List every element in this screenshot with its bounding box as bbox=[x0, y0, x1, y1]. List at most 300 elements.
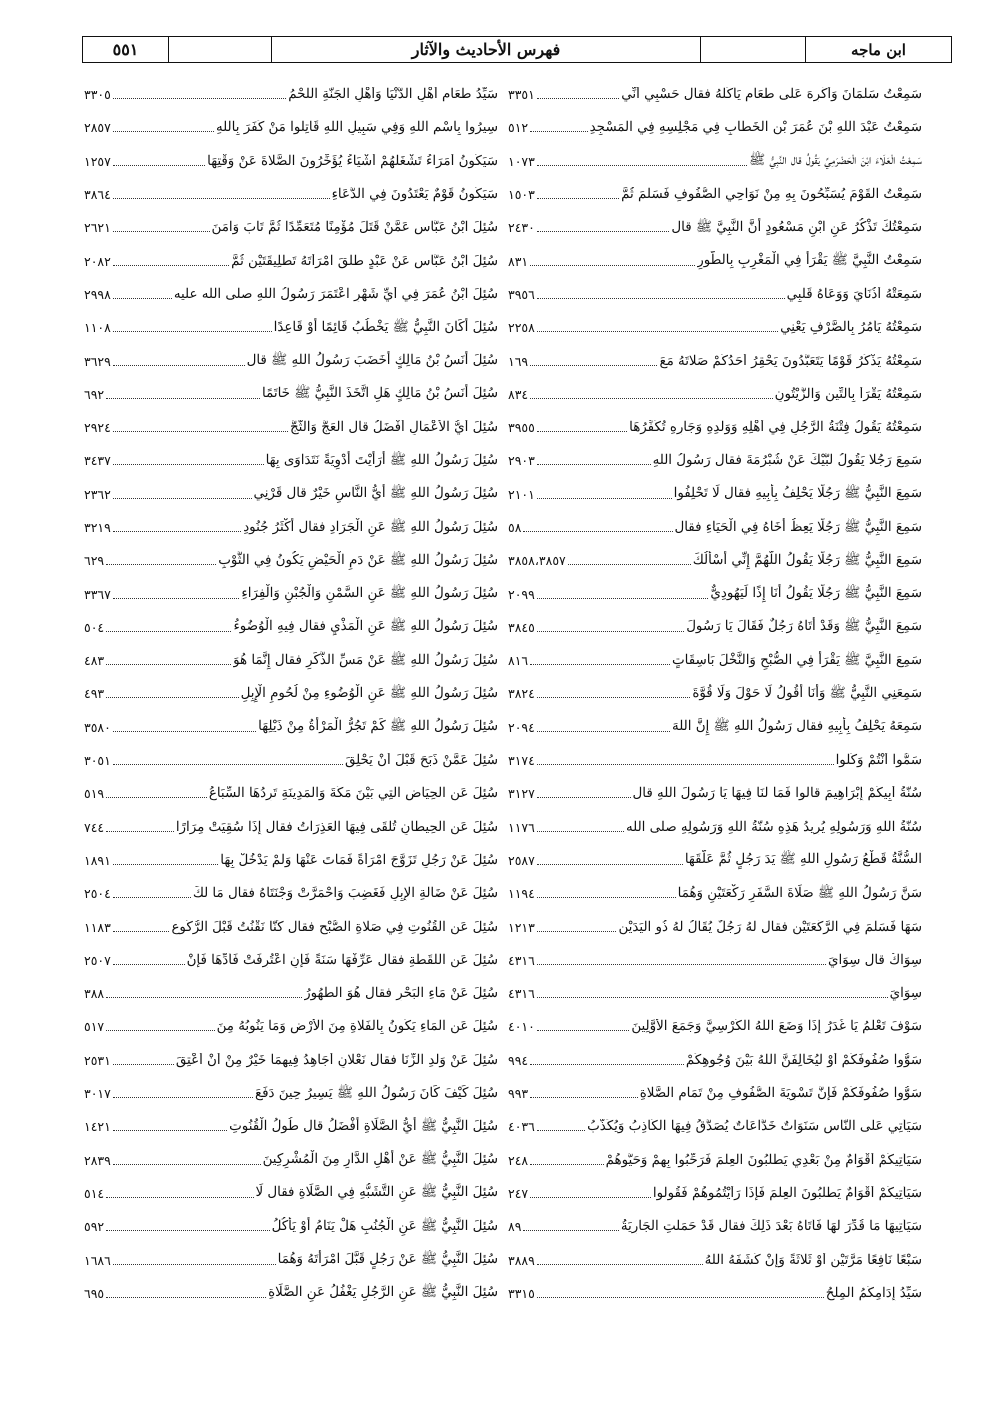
index-entry bbox=[508, 1010, 922, 1043]
index-entry bbox=[508, 1077, 922, 1110]
dot-leader bbox=[537, 797, 631, 798]
dot-leader bbox=[113, 897, 191, 898]
entry-hadith-number: ٣٩٥٥ bbox=[508, 420, 535, 436]
entry-text: سُئِلَ رَسُولُ اللهِ ﷺ عَنْ مَسِّ الذَّكَرِ فقال إِنَّمَا هُوَ bbox=[233, 652, 498, 668]
index-entry bbox=[84, 544, 498, 577]
entry-hadith-number: ١٨٩١ bbox=[84, 852, 111, 868]
entry-hadith-number: ٣٨٦٤ bbox=[84, 187, 111, 203]
dot-leader bbox=[537, 231, 670, 232]
entry-text: سَيَكُونُ قَوْمٌ يَعْتَدُونَ فِي الدُّعَاءِ bbox=[331, 187, 498, 203]
entry-text: سَمِعَنِي النَّبِيُّ ﷺ وَأَنَا أَقُولُ لَا حَوْلَ وَلَا قُوَّةَ bbox=[692, 685, 922, 701]
dot-leader bbox=[530, 1197, 651, 1198]
dot-leader bbox=[537, 764, 834, 765]
index-entry bbox=[84, 444, 498, 477]
dot-leader bbox=[113, 531, 241, 532]
entry-hadith-number: ٣٩٥٦ bbox=[508, 286, 535, 302]
index-entry bbox=[508, 877, 922, 910]
index-entry bbox=[508, 577, 922, 610]
entry-hadith-number: ٣٨٥٨،٣٨٥٧ bbox=[508, 553, 566, 569]
entry-hadith-number: ٢٥٣١ bbox=[84, 1052, 111, 1068]
entry-text: سُئِلَ رَسُولُ اللهِ ﷺ عَنِ الْوُضُوءِ مِنْ لُحُومِ الْإِبِلِ bbox=[240, 685, 498, 701]
index-entry bbox=[508, 378, 922, 411]
entry-hadith-number: ٨٩ bbox=[508, 1219, 522, 1235]
dot-leader bbox=[537, 331, 778, 332]
index-entry bbox=[84, 944, 498, 977]
index-entry bbox=[508, 78, 922, 111]
index-entry bbox=[84, 844, 498, 877]
index-entry bbox=[508, 844, 922, 877]
entry-hadith-number: ٣٦٢٩ bbox=[84, 353, 111, 369]
dot-leader bbox=[113, 598, 240, 599]
entry-text: سَيِّدُ طَعَامِ أَهْلِ الدُّنْيَا وَأَهْلِ الْجَنَّةِ اللَّحْمُ bbox=[288, 87, 498, 103]
entry-text: سُئِلَ رَسُولُ اللهِ ﷺ عَنْ دَمِ الْحَيْضِ يَكُونُ فِي الثَّوْبِ bbox=[218, 552, 498, 568]
index-entry bbox=[84, 211, 498, 244]
entry-text: سَيَأْتِيهَا مَا قُدِّرَ لَهَا فَأَتَاهُ بَعْدَ ذَلِكَ فقال قَدْ حَمَلَتِ الْجَارِيَةُ bbox=[620, 1219, 922, 1235]
index-entry bbox=[508, 344, 922, 377]
index-entry bbox=[84, 378, 498, 411]
dot-leader bbox=[113, 1130, 227, 1131]
dot-leader bbox=[537, 98, 619, 99]
dot-leader bbox=[106, 631, 231, 632]
dot-leader bbox=[530, 664, 670, 665]
entry-hadith-number: ٢٨٣٩ bbox=[84, 1152, 111, 1168]
index-entry bbox=[508, 178, 922, 211]
index-entry bbox=[508, 644, 922, 677]
index-entry bbox=[84, 178, 498, 211]
entry-hadith-number: ٣١٢٧ bbox=[508, 786, 535, 802]
dot-leader bbox=[113, 1097, 253, 1098]
entry-hadith-number: ٢٩٩٨ bbox=[84, 286, 111, 302]
entry-text: سُئِلَ عَنِ الْقُنُوتِ فِي صَلَاةِ الصُّبْحِ فقال كُنَّا نَقْنُتُ قَبْلَ الرُّكُوعِ bbox=[171, 919, 498, 935]
index-entry bbox=[508, 478, 922, 511]
entry-hadith-number: ٢٨٥٧ bbox=[84, 120, 111, 136]
index-entry bbox=[84, 1277, 498, 1310]
dot-leader bbox=[530, 131, 588, 132]
dot-leader bbox=[113, 964, 185, 965]
index-entry bbox=[508, 145, 922, 178]
index-entry bbox=[508, 244, 922, 277]
entry-text: سُئِلَ النَّبِيُّ ﷺ عَنِ التَّشَبُّهِ فِي الصَّلَاةِ فقال لَا bbox=[255, 1185, 498, 1201]
dot-leader bbox=[113, 1064, 174, 1065]
dot-leader bbox=[530, 365, 657, 366]
index-entry bbox=[84, 111, 498, 144]
entry-hadith-number: ٢٣٦٢ bbox=[84, 486, 111, 502]
entry-hadith-number: ٣٣١٥ bbox=[508, 1285, 535, 1301]
entry-hadith-number: ١٢٥٧ bbox=[84, 153, 111, 169]
entry-hadith-number: ٣٨٢٤ bbox=[508, 686, 535, 702]
entry-hadith-number: ٣٨٨٩ bbox=[508, 1252, 535, 1268]
entry-hadith-number: ٣٢١٩ bbox=[84, 520, 111, 535]
entry-text: سُئِلَ النَّبِيُّ ﷺ عَنْ أَهْلِ الدَّارِ مِنَ الْمُشْرِكِينَ bbox=[262, 1152, 498, 1168]
dot-leader bbox=[113, 931, 170, 932]
entry-text: سَيَأْتِي عَلَى النَّاسِ سَنَوَاتٌ خَدَّاعَاتٌ يُصَدَّقُ فِيهَا الْكَاذِبُ وَيُكَذَّبُ bbox=[587, 1119, 922, 1135]
index-entry bbox=[508, 1210, 922, 1243]
entry-hadith-number: ٧٤٤ bbox=[84, 819, 105, 835]
entry-text: سَمِعْتُ سَلْمَانَ وَأُكْرِهَ عَلَى طَعَامٍ يَأْكُلُهُ فقال حَسْبِي أَنِّي bbox=[621, 87, 922, 103]
entry-hadith-number: ٣٣٥١ bbox=[508, 87, 535, 103]
entry-text: سَنَّ رَسُولُ اللهِ ﷺ صَلَاةَ السَّفَرِ رَكْعَتَيْنِ وَهُمَا bbox=[677, 885, 922, 901]
dot-leader bbox=[537, 1030, 629, 1031]
index-entry bbox=[508, 278, 922, 311]
entry-hadith-number: ٥١٧ bbox=[84, 1019, 105, 1035]
index-entry bbox=[84, 1077, 498, 1110]
entry-hadith-number: ٦٩٢ bbox=[84, 386, 105, 402]
entry-hadith-number: ٣٠١٧ bbox=[84, 1086, 111, 1102]
entry-hadith-number: ١٦٩ bbox=[508, 353, 529, 369]
entry-hadith-number: ٣١٧٤ bbox=[508, 753, 535, 769]
dot-leader bbox=[523, 1230, 618, 1231]
entry-text: سَوُّوا صُفُوفَكُمْ أَوْ لَيُخَالِفَنَّ اللهُ بَيْنَ وُجُوهِكُمْ bbox=[685, 1052, 922, 1068]
index-entry bbox=[84, 644, 498, 677]
entry-hadith-number: ١٠٧٣ bbox=[508, 153, 535, 169]
entry-hadith-number: ٣٨٨ bbox=[84, 986, 105, 1002]
index-entry bbox=[84, 910, 498, 943]
entry-hadith-number: ٣٣٠٥ bbox=[84, 87, 111, 103]
entry-text: سَوْفَ تَعْلَمُ يَا غُدَرُ إِذَا وَضَعَ اللهُ الْكُرْسِيَّ وَجَمَعَ الْأَوَّلِينَ bbox=[631, 1019, 922, 1035]
entry-text: سَمِعَ النَّبِيُّ ﷺ رَجُلًا يَعِظُ أَخَاهُ فِي الْحَيَاءِ فقال bbox=[674, 519, 922, 535]
entry-hadith-number: ٥٩٢ bbox=[84, 1219, 105, 1235]
entry-hadith-number: ١٢١٣ bbox=[508, 919, 535, 935]
dot-leader bbox=[113, 165, 205, 166]
dot-leader bbox=[113, 431, 288, 432]
entry-hadith-number: ١٤٢١ bbox=[84, 1119, 111, 1135]
entry-hadith-number: ٥٠٤ bbox=[84, 619, 105, 635]
index-entry bbox=[84, 145, 498, 178]
entry-text: سَمِعَ النَّبِيَّ ﷺ يَقْرَأُ فِي الصُّبْحِ وَالنَّخْلَ بَاسِقَاتٍ bbox=[672, 652, 922, 668]
entry-text: سَمِعَ النَّبِيُّ ﷺ رَجُلًا يَقُولُ أَنَا إِذًا لَيَهُودِيٌّ bbox=[710, 586, 922, 602]
dot-leader bbox=[113, 331, 272, 332]
index-entry bbox=[84, 711, 498, 744]
entry-hadith-number: ٤٩٣ bbox=[84, 686, 105, 702]
dot-leader bbox=[537, 697, 690, 698]
entry-text: سُئِلَ النَّبِيُّ ﷺ عَنْ رَجُلٍ قَبَّلَ امْرَأَتَهُ وَهُمَا bbox=[277, 1252, 498, 1268]
index-entry bbox=[508, 777, 922, 810]
index-entry bbox=[84, 1177, 498, 1210]
entry-hadith-number: ٣٠٥١ bbox=[84, 753, 111, 769]
dot-leader bbox=[113, 464, 264, 465]
entry-text: سَمُّوا أَنْتُمْ وَكُلُوا bbox=[835, 753, 922, 769]
index-entry bbox=[84, 977, 498, 1010]
entry-text: سُئِلَ أَكَانَ النَّبِيُّ ﷺ يَخْطُبُ قَائِمًا أَوْ قَاعِدًا bbox=[273, 319, 498, 335]
dot-leader bbox=[537, 1130, 585, 1131]
entry-text: سَبْعًا نَافِعًا مَرَّتَيْنِ أَوْ ثَلَاثَةً وَإِنْ كَشَفَهُ اللهُ bbox=[704, 1252, 922, 1268]
index-entry bbox=[508, 1177, 922, 1210]
entry-hadith-number: ٢٩٠٣ bbox=[508, 453, 535, 469]
entry-text: سُئِلَ عَنِ اللُّقَطَةِ فقال عَرِّفْهَا سَنَةً فَإِنِ اعْتُرِفَتْ فَأَدِّهَا فَإِنْ bbox=[186, 952, 498, 968]
entry-hadith-number: ٢٤٣٠ bbox=[508, 220, 535, 236]
index-entry bbox=[508, 1243, 922, 1276]
index-entry bbox=[84, 1044, 498, 1077]
entry-text: سَيَأْتِيكُمْ أَقْوَامٌ مِنْ بَعْدِي يَطْلُبُونَ الْعِلْمَ فَرَحِّبُوا بِهِمْ وَحَيُّوهُمْ bbox=[605, 1152, 922, 1168]
entry-text: سُئِلَ رَسُولُ اللهِ ﷺ عَنِ الْمَذْيِ فقال فِيهِ الْوُضُوءُ bbox=[233, 619, 498, 635]
index-entry bbox=[508, 511, 922, 544]
entry-text: سَمِعَ النَّبِيُّ ﷺ رَجُلًا يَقُولُ اللَّهُمَّ إِنِّي أَسْأَلُكَ bbox=[692, 552, 922, 568]
index-entry bbox=[508, 544, 922, 577]
dot-leader bbox=[113, 498, 252, 499]
dot-leader bbox=[106, 797, 207, 798]
dot-leader bbox=[106, 1030, 214, 1031]
entry-text: سَمِعَتْهُ أُذُنَايَ وَوَعَاهُ قَلْبِي bbox=[786, 286, 922, 302]
entry-text: سَمِعَ النَّبِيُّ ﷺ وَقَدْ أَتَاهُ رَجُلٌ فَقَالَ يَا رَسُولَ bbox=[686, 619, 922, 635]
entry-text: سِيرُوا بِاسْمِ اللهِ وَفِي سَبِيلِ اللهِ قَاتِلُوا مَنْ كَفَرَ بِاللهِ bbox=[215, 120, 498, 136]
dot-leader bbox=[530, 265, 695, 266]
index-entry bbox=[84, 1243, 498, 1276]
index-entry bbox=[84, 511, 498, 544]
dot-leader bbox=[113, 298, 172, 299]
dot-leader bbox=[523, 531, 672, 532]
dot-leader bbox=[113, 864, 218, 865]
entry-hadith-number: ١١٨٣ bbox=[84, 919, 111, 935]
dot-leader bbox=[530, 1097, 638, 1098]
entry-hadith-number: ١١٩٤ bbox=[508, 886, 535, 902]
entry-hadith-number: ٢٦٢١ bbox=[84, 220, 111, 236]
entry-hadith-number: ٢٠٨٢ bbox=[84, 253, 111, 269]
dot-leader bbox=[537, 198, 619, 199]
header-spacer bbox=[700, 37, 805, 62]
dot-leader bbox=[113, 131, 214, 132]
entry-hadith-number: ٢١٠١ bbox=[508, 486, 535, 502]
entry-text: سُئِلَ أَنَسُ بْنُ مَالِكٍ هَلِ اتَّخَذَ النَّبِيُّ ﷺ خَاتَمًا bbox=[262, 386, 498, 402]
entry-text: سُئِلَ ابْنُ عُمَرَ فِي أَيِّ شَهْرٍ اعْتَمَرَ رَسُولُ اللهِ صلى الله عليه bbox=[173, 286, 498, 302]
entry-text: سَيَأْتِيكُمْ أَقْوَامٌ يَطْلُبُونَ الْعِلْمَ فَإِذَا رَأَيْتُمُوهُمْ فَقُولُوا bbox=[652, 1185, 922, 1201]
index-entry bbox=[84, 744, 498, 777]
entry-hadith-number: ٢٩٢٤ bbox=[84, 420, 111, 436]
entry-text: سَهَا فَسَلَّمَ فِي الرَّكْعَتَيْنِ فقال لَهُ رَجُلٌ يُقَالُ لَهُ ذُو الْيَدَيْنِ bbox=[618, 919, 922, 935]
dot-leader bbox=[537, 731, 670, 732]
entry-hadith-number: ٣٣٦٧ bbox=[84, 586, 111, 602]
book-title: ابن ماجه bbox=[805, 37, 951, 62]
entry-text: سُئِلَ رَسُولُ اللهِ ﷺ أَرَأَيْتَ أَدْوِيَةً نَتَدَاوَى بِهَا bbox=[265, 452, 498, 468]
dot-leader bbox=[106, 831, 174, 832]
dot-leader bbox=[537, 631, 684, 632]
entry-hadith-number: ٥١٢ bbox=[508, 120, 529, 136]
entry-text: سُنَّةُ أَبِيكُمْ إِبْرَاهِيمَ قالوا فَمَا لَنَا فِيهَا يَا رَسُولَ اللهِ قال bbox=[632, 786, 922, 802]
entry-text: سُئِلَ كَيْفَ كَانَ رَسُولُ اللهِ ﷺ يَسِيرُ حِينَ دَفَعَ bbox=[254, 1085, 498, 1101]
index-entry bbox=[84, 577, 498, 610]
dot-leader bbox=[530, 398, 772, 399]
index-entry bbox=[84, 1210, 498, 1243]
entry-hadith-number: ٢٠٩٩ bbox=[508, 586, 535, 602]
index-column-left bbox=[84, 78, 498, 1310]
dot-leader bbox=[537, 298, 785, 299]
entry-hadith-number: ٢٥٠٤ bbox=[84, 886, 111, 902]
entry-hadith-number: ٢٤٧ bbox=[508, 1185, 529, 1201]
index-entry bbox=[508, 811, 922, 844]
dot-leader bbox=[537, 1297, 824, 1298]
dot-leader bbox=[106, 1197, 253, 1198]
entry-text: سَمِعْتُ النَّبِيَّ ﷺ يَقْرَأُ فِي الْمَغْرِبِ بِالطُّورِ bbox=[697, 253, 922, 269]
entry-hadith-number: ٣٨٤٥ bbox=[508, 619, 535, 635]
index-entry bbox=[84, 1144, 498, 1177]
entry-hadith-number: ٦٢٩ bbox=[84, 553, 105, 569]
entry-text: سُئِلَ عَنِ الْمَاءِ يَكُونُ بِالْفَلَاةِ مِنَ الْأَرْضِ وَمَا يَنُوبُهُ مِنَ bbox=[216, 1019, 498, 1035]
entry-hadith-number: ٨١٦ bbox=[508, 653, 529, 669]
dot-leader bbox=[113, 1164, 261, 1165]
entry-text: سَمِعْتُهُ يَقْرَأُ بِالتِّينِ وَالزَّيْتُونِ bbox=[774, 386, 922, 402]
index-title: فهرس الأحاديث والآثار bbox=[271, 37, 700, 62]
index-entry bbox=[508, 711, 922, 744]
dot-leader bbox=[113, 265, 229, 266]
entry-text: سُئِلَ عَمَّنْ ذَبَحَ قَبْلَ أَنْ يَحْلِقَ bbox=[344, 753, 498, 769]
index-entry bbox=[508, 411, 922, 444]
entry-text: سُئِلَ عَنْ رَجُلٍ تَزَوَّجَ امْرَأَةً فَمَاتَ عَنْهَا وَلَمْ يَدْخُلْ بِهَا bbox=[220, 852, 498, 868]
dot-leader bbox=[106, 697, 238, 698]
entry-text: سُئِلَ أَيُّ الْأَعْمَالِ أَفْضَلُ قال الْعَجُّ وَالثَّجُّ bbox=[290, 420, 498, 436]
dot-leader bbox=[106, 664, 231, 665]
entry-text: سُئِلَ ابْنُ عَبَّاسٍ عَنْ عَبْدٍ طَلَّقَ امْرَأَتَهُ تَطْلِيقَتَيْنِ ثُمَّ bbox=[231, 253, 498, 269]
entry-hadith-number: ١١٠٨ bbox=[84, 320, 111, 336]
dot-leader bbox=[537, 864, 683, 865]
entry-text: سُئِلَ النَّبِيُّ ﷺ عَنِ الرَّجُلِ يَغْفُلُ عَنِ الصَّلَاةِ bbox=[268, 1285, 498, 1301]
index-entry bbox=[84, 1110, 498, 1143]
index-entry bbox=[508, 611, 922, 644]
index-entry bbox=[84, 1010, 498, 1043]
index-entry bbox=[84, 777, 498, 810]
index-entry bbox=[84, 311, 498, 344]
index-entry bbox=[84, 278, 498, 311]
index-entry bbox=[508, 1144, 922, 1177]
header-spacer bbox=[168, 37, 271, 62]
entry-hadith-number: ١٥٠٣ bbox=[508, 187, 535, 203]
index-entry bbox=[84, 478, 498, 511]
dot-leader bbox=[537, 498, 672, 499]
entry-text: سَمِعْتُ الْقَوْمَ يُسَبِّحُونَ بِهِ مِنْ نَوَاحِي الصُّفُوفِ فَسَلَّمَ ثُمَّ bbox=[621, 187, 922, 203]
index-entry bbox=[84, 677, 498, 710]
index-entry bbox=[508, 311, 922, 344]
dot-leader bbox=[537, 431, 627, 432]
index-entry bbox=[508, 744, 922, 777]
dot-leader bbox=[537, 464, 651, 465]
index-entry bbox=[84, 244, 498, 277]
index-entry bbox=[508, 1277, 922, 1310]
entry-hadith-number: ٣٤٣٧ bbox=[84, 453, 111, 469]
entry-text: سَمِعَ النَّبِيُّ ﷺ رَجُلًا يَحْلِفُ بِأَبِيهِ فقال لَا تَحْلِفُوا bbox=[673, 486, 922, 502]
entry-text: سَمِعْتُ عَبْدَ اللهِ بْنَ عُمَرَ بْنِ الْخَطَّابِ فِي مَجْلِسِهِ فِي الْمَسْجِدِ bbox=[589, 120, 922, 136]
entry-hadith-number: ٥١٩ bbox=[84, 786, 105, 802]
index-entry bbox=[508, 1044, 922, 1077]
entry-text: سُئِلَ النَّبِيُّ ﷺ عَنِ الْجُنُبِ هَلْ يَنَامُ أَوْ يَأْكُلُ bbox=[271, 1218, 498, 1234]
entry-hadith-number: ٨٣١ bbox=[508, 253, 529, 269]
entry-hadith-number: ١٦٨٦ bbox=[84, 1252, 111, 1268]
entry-hadith-number: ٨٣٤ bbox=[508, 386, 529, 402]
entry-text: سُئِلَ أَنَسُ بْنُ مَالِكٍ أَخَضَبَ رَسُولُ اللهِ ﷺ قال bbox=[246, 353, 498, 369]
entry-hadith-number: ٥٨ bbox=[508, 520, 522, 535]
entry-hadith-number: ٩٩٣ bbox=[508, 1086, 529, 1102]
index-entry bbox=[508, 977, 922, 1010]
entry-text: سِوَايَ bbox=[889, 986, 922, 1002]
entry-hadith-number: ٩٩٤ bbox=[508, 1052, 529, 1068]
entry-text: سَمِعْتُ الْعَلَاءَ ابْنَ الْحَضْرَمِيِّ يَقُولُ قال النَّبِيُّ ﷺ bbox=[748, 153, 922, 169]
index-entry bbox=[84, 877, 498, 910]
index-entry bbox=[508, 677, 922, 710]
entry-text: سُئِلَ رَسُولُ اللهِ ﷺ عَنِ الْجَرَادِ فقال أَكْثَرُ جُنُودِ bbox=[243, 519, 498, 535]
page-number: ٥٥١ bbox=[112, 40, 139, 59]
dot-leader bbox=[113, 198, 330, 199]
dot-leader bbox=[106, 564, 216, 565]
dot-leader bbox=[537, 931, 617, 932]
dot-leader bbox=[537, 1264, 703, 1265]
entry-text: سُئِلَ عَنِ الْحِيَاضِ الَّتِي بَيْنَ مَكَّةَ وَالْمَدِينَةِ تَرِدُهَا السِّبَاعُ bbox=[208, 786, 498, 802]
entry-text: سُئِلَ عَنْ مَاءِ الْبَحْرِ فقال هُوَ الطَّهُورُ bbox=[304, 986, 498, 1002]
entry-text: سَمِعْتُهُ يَقُولُ فِتْنَةُ الرَّجُلِ فِي أَهْلِهِ وَوَلَدِهِ وَجَارِهِ تُكَفِّرُهَا bbox=[629, 420, 922, 436]
entry-text: سُئِلَ عَنِ الْحِيطَانِ تُلْقَى فِيهَا الْعَذِرَاتُ فقال إِذَا سُقِيَتْ مِرَارًا bbox=[175, 819, 498, 835]
entry-hadith-number: ٦٩٥ bbox=[84, 1285, 105, 1301]
index-entry bbox=[508, 944, 922, 977]
entry-hadith-number: ٤٣١٦ bbox=[508, 952, 535, 968]
index-entry bbox=[84, 611, 498, 644]
dot-leader bbox=[106, 1297, 266, 1298]
entry-hadith-number: ٤٨٣ bbox=[84, 653, 105, 669]
dot-leader bbox=[530, 1064, 684, 1065]
entry-text: سَمِعَهُ يَحْلِفُ بِأَبِيهِ فقال رَسُولُ اللهِ ﷺ إِنَّ اللهَ bbox=[672, 719, 922, 735]
entry-text: سُئِلَ عَنْ وَلَدِ الزِّنَا فقال نَعْلَانِ أُجَاهِدُ فِيهِمَا خَيْرٌ مِنْ أَنْ أُعْتِقَ bbox=[175, 1052, 498, 1068]
entry-hadith-number: ٥١٤ bbox=[84, 1185, 105, 1201]
index-entry bbox=[84, 344, 498, 377]
entry-text: سَمِعْتُهُ يَذْكُرُ قَوْمًا يَتَعَبَّدُونَ يَحْقِرُ أَحَدُكُمْ صَلَاتَهُ مَعَ bbox=[659, 353, 922, 369]
entry-hadith-number: ٢٥٨٧ bbox=[508, 852, 535, 868]
entry-text: سَوُّوا صُفُوفَكُمْ فَإِنَّ تَسْوِيَةَ الصُّفُوفِ مِنْ تَمَامِ الصَّلَاةِ bbox=[639, 1086, 922, 1102]
index-entry bbox=[508, 111, 922, 144]
index-entry bbox=[508, 910, 922, 943]
dot-leader bbox=[568, 564, 691, 565]
dot-leader bbox=[537, 997, 888, 998]
entry-text: سُئِلَ النَّبِيُّ ﷺ أَيُّ الصَّلَاةِ أَفْضَلُ قال طُولُ الْقُنُوتِ bbox=[229, 1118, 498, 1134]
index-entry bbox=[508, 444, 922, 477]
dot-leader bbox=[537, 165, 747, 166]
entry-hadith-number: ٢٥٠٧ bbox=[84, 952, 111, 968]
index-entry bbox=[84, 811, 498, 844]
dot-leader bbox=[537, 897, 676, 898]
entry-text: سُئِلَ رَسُولُ اللهِ ﷺ أَيُّ النَّاسِ خَيْرٌ قال قَرْنِي bbox=[253, 486, 498, 502]
entry-text: سُئِلَ ابْنُ عَبَّاسٍ عَمَّنْ قَتَلَ مُؤْمِنًا مُتَعَمِّدًا ثُمَّ تَابَ وَآمَنَ bbox=[211, 220, 498, 236]
dot-leader bbox=[113, 98, 286, 99]
entry-text: السُّنَّةُ قَطْعُ رَسُولِ اللهِ ﷺ يَدَ رَجُلٍ ثُمَّ عَلَّقَهَا bbox=[684, 852, 922, 868]
entry-text: سَيِّدُ إِدَامِكُمُ الْمِلْحُ bbox=[825, 1285, 922, 1301]
entry-hadith-number: ٣٥٨٠ bbox=[84, 719, 111, 735]
dot-leader bbox=[113, 231, 210, 232]
dot-leader bbox=[113, 764, 343, 765]
entry-text: سُئِلَ عَنْ ضَالَّةِ الْإِبِلِ فَغَضِبَ وَاحْمَرَّتْ وَجْنَتَاهُ فقال مَا لَكَ bbox=[192, 886, 498, 902]
index-entry bbox=[508, 211, 922, 244]
index-entry bbox=[84, 411, 498, 444]
dot-leader bbox=[106, 1230, 270, 1231]
entry-text: سَمِعَ رَجُلًا يَقُولُ لَبَّيْكَ عَنْ شُبْرُمَةَ فقال رَسُولُ اللهِ bbox=[652, 453, 922, 469]
entry-hadith-number: ٤٣١٦ bbox=[508, 986, 535, 1002]
index-entry bbox=[84, 78, 498, 111]
entry-hadith-number: ١١٧٦ bbox=[508, 819, 535, 835]
entry-hadith-number: ٢٠٩٤ bbox=[508, 719, 535, 735]
dot-leader bbox=[113, 1264, 276, 1265]
entry-text: سِوَاكٌ قال سِوَايَ bbox=[828, 952, 922, 968]
entry-text: سَيَكُونُ أُمَرَاءُ تَشْغَلُهُمْ أَشْيَاءُ يُؤَخِّرُونَ الصَّلَاةَ عَنْ وَقْتِهَا bbox=[207, 153, 498, 169]
entry-text: سُنَّةُ اللهِ وَرَسُولِهِ يُرِيدُ هَذِهِ سُنَّةُ اللهِ وَرَسُولِهِ صلى الله bbox=[625, 819, 922, 835]
index-column-right bbox=[508, 78, 922, 1310]
index-entry bbox=[508, 1110, 922, 1143]
dot-leader bbox=[537, 598, 709, 599]
dot-leader bbox=[537, 964, 826, 965]
entry-hadith-number: ٢٤٨ bbox=[508, 1152, 529, 1168]
entry-text: سَمِعْتُهُ يَأْمُرُ بِالصَّرْفِ يَعْنِي bbox=[780, 320, 922, 336]
entry-text: سُئِلَ رَسُولُ اللهِ ﷺ عَنِ السَّمْنِ وَالْجُبْنِ وَالْفِرَاءِ bbox=[241, 586, 498, 602]
page-header bbox=[82, 36, 952, 63]
dot-leader bbox=[537, 831, 624, 832]
dot-leader bbox=[106, 398, 260, 399]
dot-leader bbox=[106, 997, 302, 998]
entry-text: سَمِعْتُكَ تَذْكُرُ عَنِ ابْنِ مَسْعُودٍ أَنَّ النَّبِيَّ ﷺ قال bbox=[671, 219, 922, 235]
entry-hadith-number: ٤٠١٠ bbox=[508, 1019, 535, 1035]
entry-hadith-number: ٢٢٥٨ bbox=[508, 320, 535, 336]
dot-leader bbox=[530, 1164, 603, 1165]
